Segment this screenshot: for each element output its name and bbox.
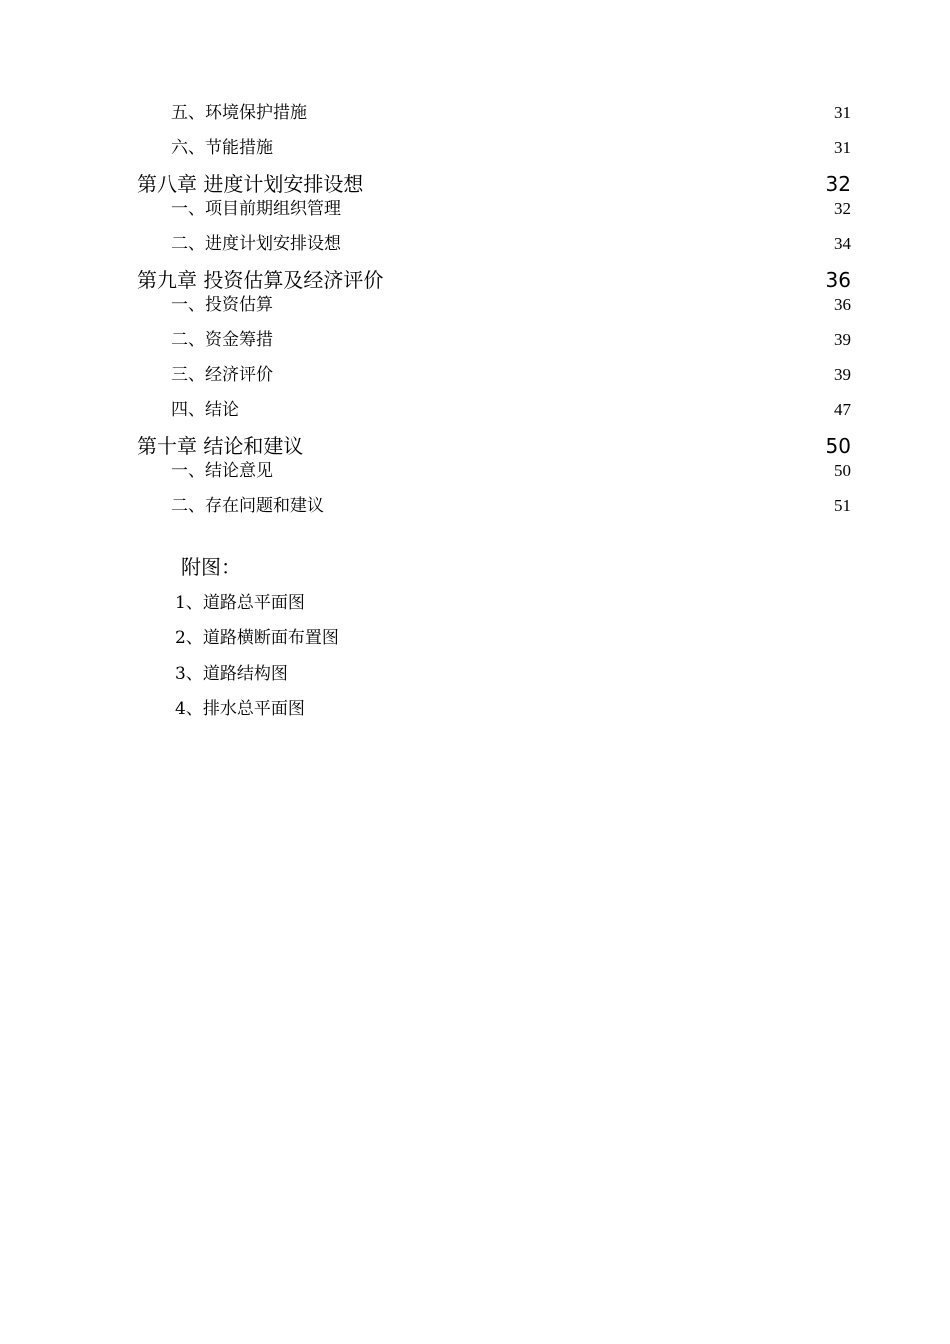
- toc-entry-page: 34: [834, 234, 851, 253]
- toc-entry-conclusion[interactable]: [171, 398, 851, 422]
- toc-chapter-page: 50: [825, 434, 851, 458]
- toc-chapter-label: 第九章 投资估算及经济评价: [137, 268, 384, 292]
- toc-entry-page: 31: [834, 103, 851, 122]
- toc-entry-label: 一、项目前期组织管理: [171, 199, 341, 219]
- toc-entry-label: 二、资金筹措: [171, 330, 273, 350]
- toc-chapter-page: 32: [825, 172, 851, 196]
- toc-entry-label: 二、进度计划安排设想: [171, 234, 341, 254]
- toc-entry-page: 39: [834, 365, 851, 384]
- toc-entry-page: 51: [834, 496, 851, 515]
- toc-entry-page: 32: [834, 199, 851, 218]
- toc-entry-page: 39: [834, 330, 851, 349]
- toc-entry-page: 50: [834, 461, 851, 480]
- toc-entry-label: 四、结论: [171, 400, 239, 420]
- toc-chapter-label: 第十章 结论和建议: [137, 434, 304, 458]
- toc-entry-schedule-plan[interactable]: [171, 232, 851, 256]
- appendix-item: 1、道路总平面图: [175, 593, 305, 613]
- toc-entry-page: 47: [834, 400, 851, 419]
- toc-entry-page: 36: [834, 295, 851, 314]
- toc-entry-economic-evaluation[interactable]: [171, 363, 851, 387]
- appendix-title: 附图：: [181, 555, 241, 579]
- toc-entry-environmental-protection[interactable]: [171, 101, 851, 125]
- toc-chapter-9[interactable]: [137, 266, 851, 294]
- toc-entry-energy-saving[interactable]: [171, 136, 851, 160]
- appendix-item: 2、道路横断面布置图: [175, 628, 339, 648]
- toc-entry-label: 二、存在问题和建议: [171, 496, 324, 516]
- toc-entry-label: 三、经济评价: [171, 365, 273, 385]
- toc-entry-label: 一、结论意见: [171, 461, 273, 481]
- toc-entry-investment-estimate[interactable]: [171, 293, 851, 317]
- appendix-item: 4、排水总平面图: [175, 699, 305, 719]
- toc-entry-conclusion-opinion[interactable]: [171, 459, 851, 483]
- toc-chapter-10[interactable]: [137, 432, 851, 460]
- toc-entry-problems-suggestions[interactable]: [171, 494, 851, 518]
- toc-entry-label: 五、环境保护措施: [171, 103, 307, 123]
- toc-chapter-label: 第八章 进度计划安排设想: [137, 172, 364, 196]
- appendix-item: 3、道路结构图: [175, 664, 288, 684]
- toc-entry-project-management[interactable]: [171, 197, 851, 221]
- toc-chapter-page: 36: [825, 268, 851, 292]
- toc-entry-label: 一、投资估算: [171, 295, 273, 315]
- toc-chapter-8[interactable]: [137, 170, 851, 198]
- toc-entry-fundraising[interactable]: [171, 328, 851, 352]
- toc-entry-label: 六、节能措施: [171, 138, 273, 158]
- toc-entry-page: 31: [834, 138, 851, 157]
